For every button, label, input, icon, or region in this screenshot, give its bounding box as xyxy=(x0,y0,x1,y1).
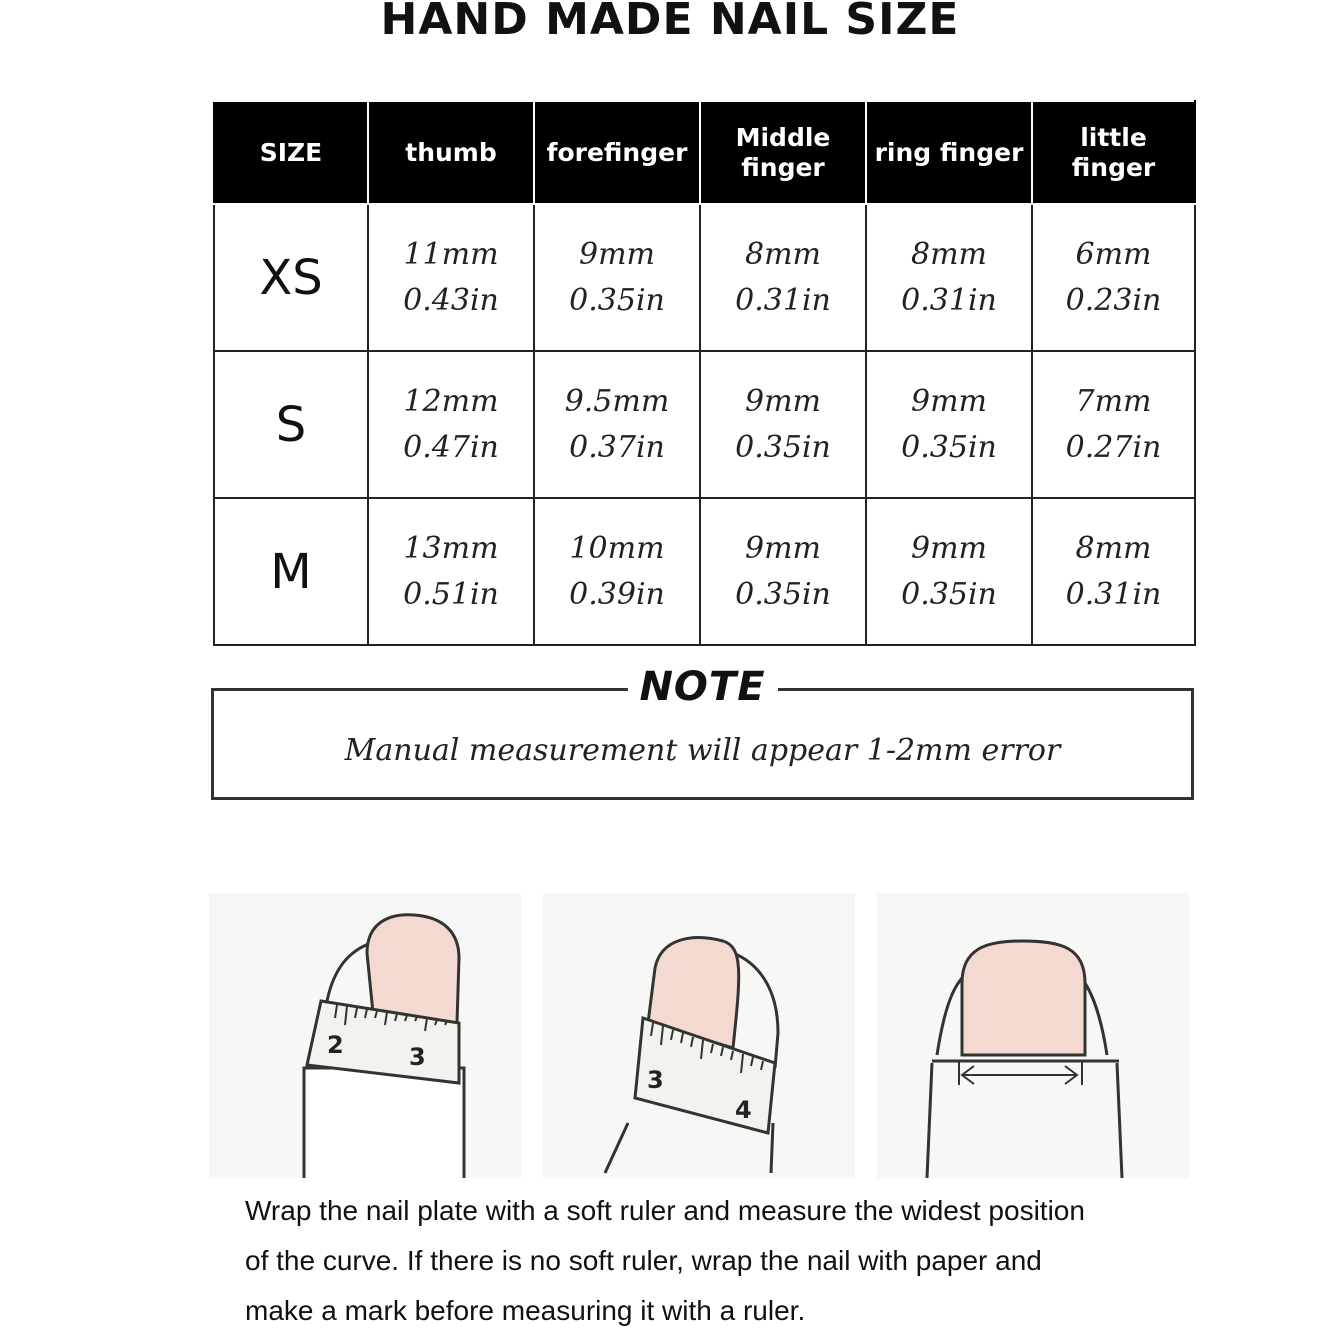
ruler-label: 3 xyxy=(409,1043,426,1071)
thumb-ruler-measure-icon xyxy=(209,893,521,1178)
cell-inch: 0.47in xyxy=(403,429,499,465)
illustration-thumb-measure xyxy=(209,893,521,1178)
cell-mm: 9mm xyxy=(745,530,821,566)
table-cell xyxy=(700,351,866,498)
header-size: SIZE xyxy=(214,101,368,204)
cell-mm: 9mm xyxy=(911,383,987,419)
table-cell xyxy=(1032,351,1195,498)
table-cell xyxy=(534,351,700,498)
cell-inch: 0.35in xyxy=(735,576,831,612)
size-label-m: M xyxy=(214,498,368,645)
table-cell xyxy=(368,498,534,645)
cell-mm: 8mm xyxy=(745,236,821,272)
note-box xyxy=(211,664,1194,800)
cell-mm: 7mm xyxy=(1075,383,1152,419)
nail-size-table xyxy=(213,100,1196,646)
cell-inch: 0.27in xyxy=(1065,429,1162,465)
cell-inch: 0.39in xyxy=(569,576,665,612)
size-label-xs: XS xyxy=(214,204,368,351)
cell-mm: 11mm xyxy=(403,236,499,272)
cell-inch: 0.35in xyxy=(735,429,831,465)
header-thumb: thumb xyxy=(368,101,534,204)
illustration-width-measure xyxy=(877,893,1189,1178)
cell-mm: 9mm xyxy=(745,383,821,419)
page-title: HAND MADE NAIL SIZE xyxy=(380,0,960,45)
table-cell xyxy=(1032,204,1195,351)
table-row xyxy=(214,498,1195,645)
cell-mm: 13mm xyxy=(403,530,499,566)
cell-inch: 0.31in xyxy=(1065,576,1162,612)
cell-inch: 0.43in xyxy=(403,282,499,318)
header-middle-finger: Middle finger xyxy=(700,101,866,204)
cell-mm: 9mm xyxy=(579,236,655,272)
table-header-row xyxy=(214,101,1195,204)
finger-ruler-measure-icon xyxy=(543,893,855,1178)
table-cell xyxy=(1032,498,1195,645)
header-ring-finger: ring finger xyxy=(866,101,1032,204)
header-little-finger: little finger xyxy=(1032,101,1195,204)
cell-mm: 10mm xyxy=(569,530,665,566)
size-label-s: S xyxy=(214,351,368,498)
cell-inch: 0.35in xyxy=(901,429,997,465)
table-cell xyxy=(700,204,866,351)
illustration-finger-measure xyxy=(543,893,855,1178)
table-row xyxy=(214,351,1195,498)
note-title: NOTE xyxy=(627,665,777,709)
nail-width-arrow-icon xyxy=(877,893,1189,1178)
instructions-line: Wrap the nail plate with a soft ruler and measure the widest position xyxy=(245,1195,1085,1226)
cell-inch: 0.23in xyxy=(1065,282,1162,318)
cell-mm: 6mm xyxy=(1075,236,1152,272)
ruler-label: 3 xyxy=(647,1066,664,1094)
measurement-instructions xyxy=(245,1186,1175,1336)
header-forefinger: forefinger xyxy=(534,101,700,204)
ruler-label: 2 xyxy=(327,1031,344,1059)
table-cell xyxy=(866,204,1032,351)
table-cell xyxy=(368,351,534,498)
cell-mm: 8mm xyxy=(1075,530,1152,566)
cell-mm: 9mm xyxy=(911,530,987,566)
cell-inch: 0.31in xyxy=(735,282,831,318)
cell-mm: 9.5mm xyxy=(564,383,670,419)
table-row xyxy=(214,204,1195,351)
table-cell xyxy=(368,204,534,351)
table-cell xyxy=(700,498,866,645)
cell-inch: 0.35in xyxy=(569,282,665,318)
ruler-label: 4 xyxy=(735,1096,752,1124)
cell-mm: 12mm xyxy=(403,383,499,419)
table-cell xyxy=(534,498,700,645)
cell-mm: 8mm xyxy=(911,236,987,272)
note-text: Manual measurement will appear 1-2mm error xyxy=(344,733,1061,768)
cell-inch: 0.51in xyxy=(403,576,499,612)
table-cell xyxy=(534,204,700,351)
table-cell xyxy=(866,498,1032,645)
cell-inch: 0.35in xyxy=(901,576,997,612)
instructions-line: of the curve. If there is no soft ruler, wrap the nail with paper and xyxy=(245,1245,1042,1276)
cell-inch: 0.37in xyxy=(569,429,665,465)
cell-inch: 0.31in xyxy=(901,282,997,318)
instructions-line: make a mark before measuring it with a ruler. xyxy=(245,1295,806,1326)
table-cell xyxy=(866,351,1032,498)
